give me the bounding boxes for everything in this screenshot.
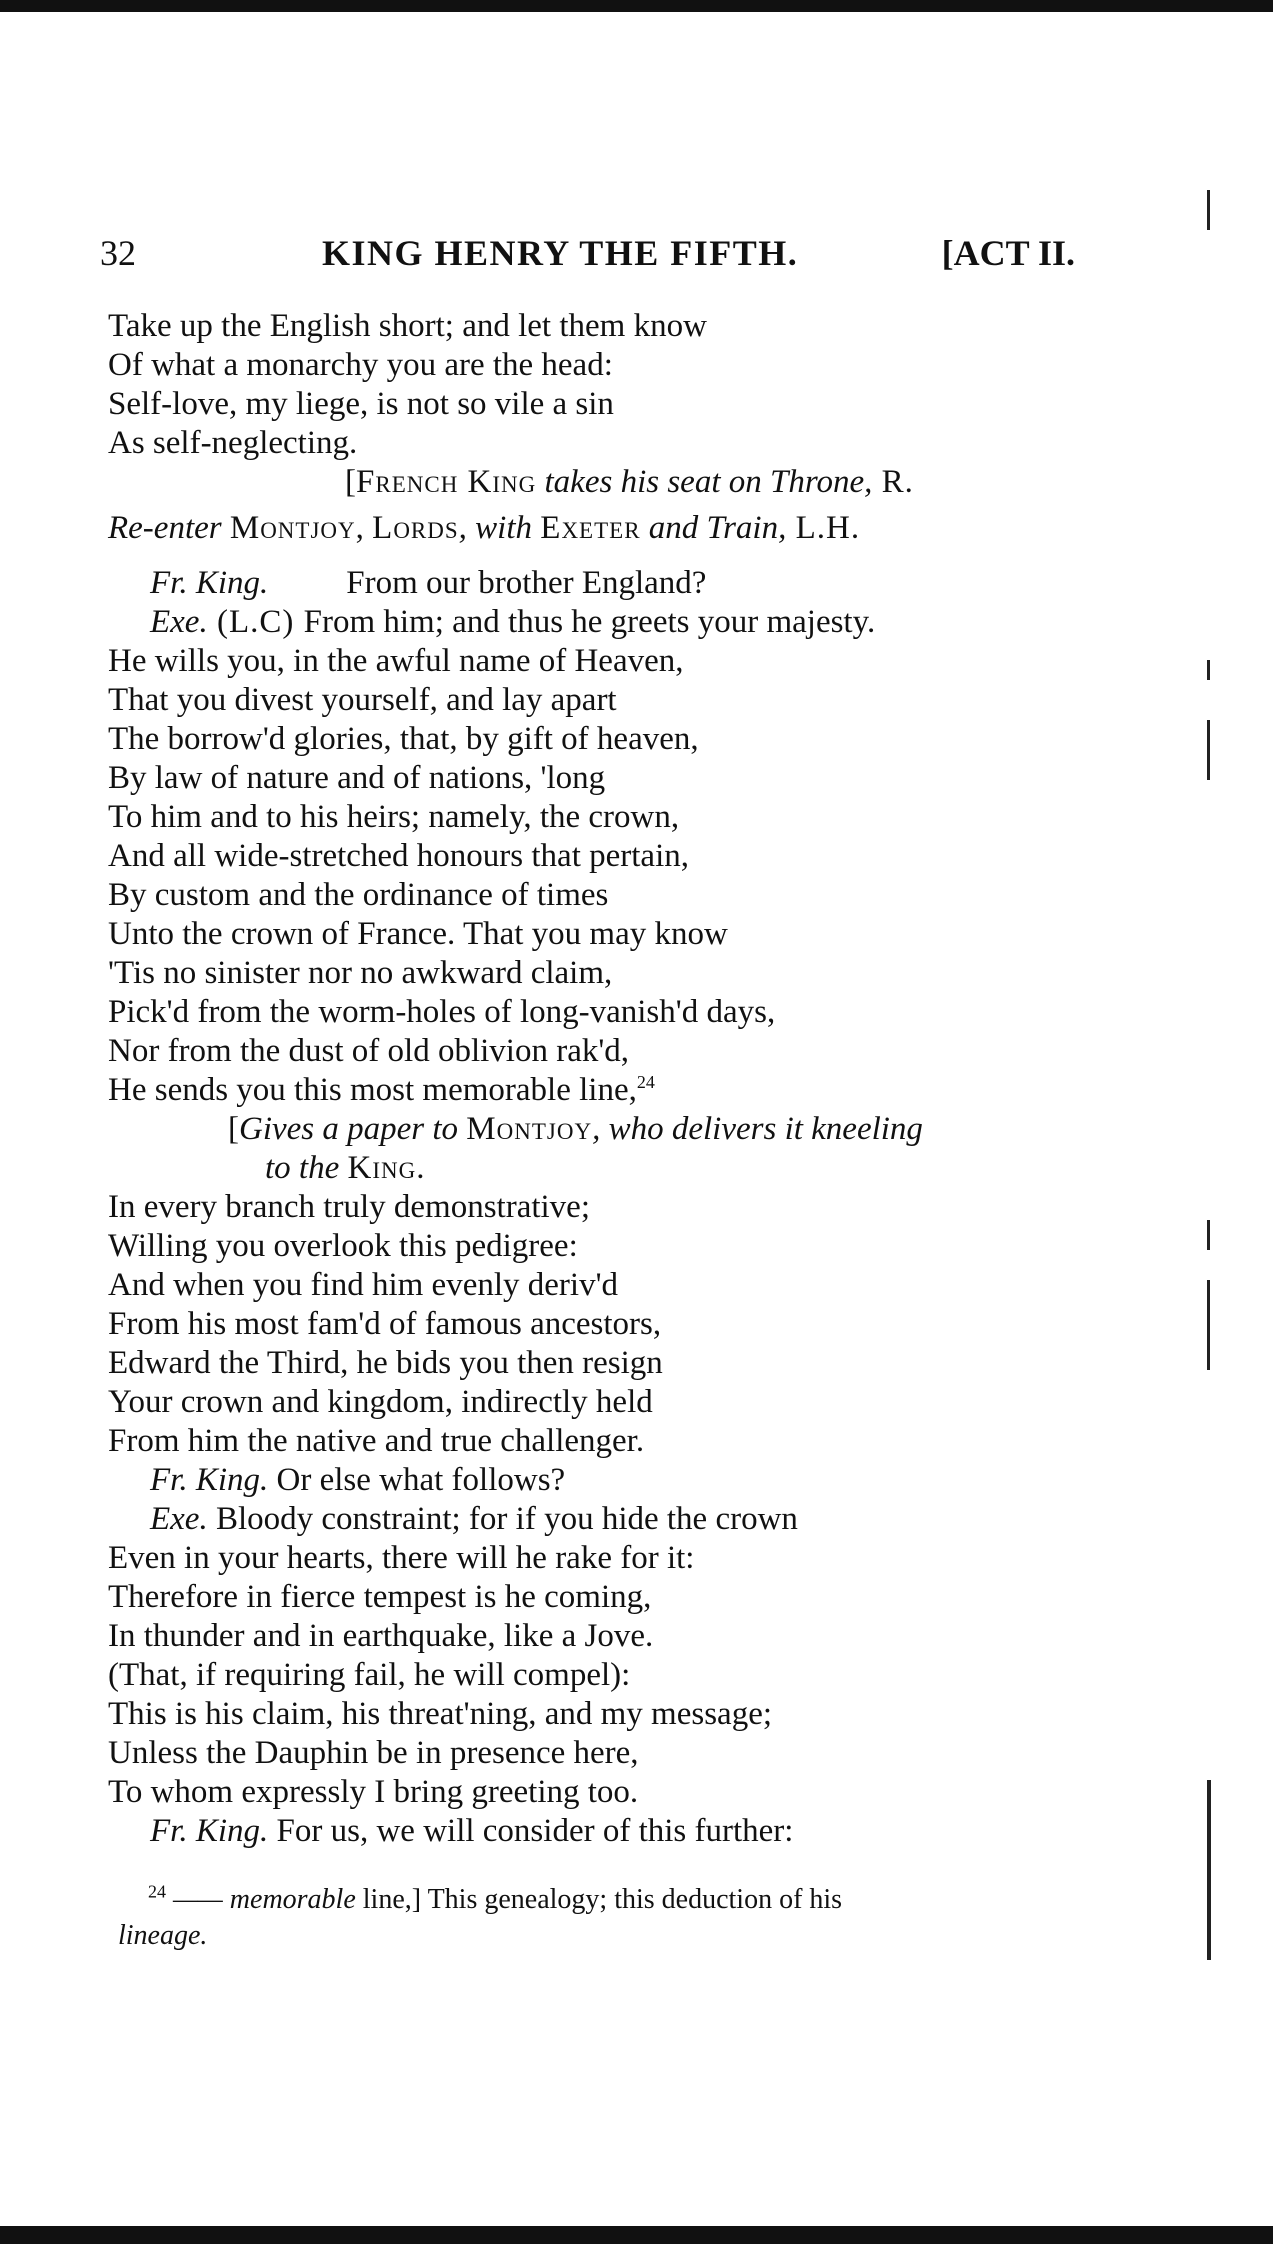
stage-direction [345, 462, 914, 502]
speaker-name: Exe. [150, 604, 208, 640]
position-text: L.H. [786, 510, 861, 546]
speaker-name: Fr. King. [150, 1813, 269, 1849]
speaker-name: Fr. King. [150, 1462, 269, 1498]
stage-direction [108, 508, 860, 548]
speaker-name: Fr. King. [150, 565, 269, 601]
verse-line: Unless the Dauphin be in presence here, [108, 1735, 639, 1771]
direction-text: and Train, [640, 510, 787, 546]
verse-line: Unto the crown of France. That you may know [108, 916, 728, 952]
verse-line: That you divest yourself, and lay apart [108, 682, 617, 718]
position-text: R. [872, 464, 914, 500]
footnote-text: This genealogy; this deduction of his [421, 1884, 843, 1915]
direction-text: Re-enter [108, 510, 230, 546]
footnote-lead: —— memorable [166, 1884, 356, 1915]
verse-line: Of what a monarchy you are the head: [108, 347, 613, 383]
verse-line: Nor from the dust of old oblivion rak'd, [108, 1033, 630, 1069]
character-name: Montjoy [466, 1111, 593, 1147]
verse-line: The borrow'd glories, that, by gift of heaven, [108, 721, 699, 757]
direction-text: , who delivers it kneeling [592, 1111, 923, 1147]
direction-text: takes his seat on Throne, [536, 464, 873, 500]
speech-line [150, 1811, 793, 1851]
speech-text: Bloody constraint; for if you hide the crown [207, 1501, 798, 1537]
page-number: 32 [100, 233, 136, 273]
speech-text: From him; and thus he greets your majesty. [303, 604, 876, 640]
verse-line: Edward the Third, he bids you then resign [108, 1345, 663, 1381]
verse-line: This is his claim, his threat'ning, and my message; [108, 1696, 773, 1732]
verse-line: Even in your hearts, there will he rake for it: [108, 1540, 695, 1576]
running-header [100, 232, 1075, 282]
verse-line: And when you find him evenly deriv'd [108, 1267, 619, 1303]
verse-line: Therefore in fierce tempest is he coming, [108, 1579, 652, 1615]
verse-line: And all wide-stretched honours that pertain, [108, 838, 689, 874]
character-name: Montjoy [229, 510, 356, 546]
speech-line [150, 602, 875, 642]
stage-direction [265, 1148, 424, 1188]
verse-line: Willing you overlook this pedigree: [108, 1228, 578, 1264]
speech-text: Or else what follows? [268, 1462, 566, 1498]
bracket: [ [345, 464, 356, 500]
direction-text: Gives a paper to [239, 1111, 467, 1147]
verse-line: From him the native and true challenger. [108, 1423, 645, 1459]
verse-line: Take up the English short; and let them know [108, 308, 707, 344]
verse-line: In every branch truly demonstrative; [108, 1189, 590, 1225]
verse-line: In thunder and in earthquake, like a Jove. [108, 1618, 654, 1654]
position-text: (L.C) [207, 604, 304, 640]
speech-line [150, 1499, 798, 1539]
footnote-marker: 24 [636, 1072, 655, 1092]
character-name: French King [356, 464, 537, 500]
running-title: KING HENRY THE FIFTH. [322, 233, 799, 273]
verse-line: By custom and the ordinance of times [108, 877, 609, 913]
act-label: [ACT II. [941, 233, 1075, 273]
character-name: Lords [372, 510, 459, 546]
verse-line [108, 1070, 655, 1110]
verse-text: He sends you this most memorable line, [108, 1072, 637, 1108]
character-name: King [347, 1150, 417, 1186]
bracket: [ [228, 1111, 239, 1147]
verse-line: He wills you, in the awful name of Heaven, [108, 643, 684, 679]
footnote-continuation: lineage. [118, 1920, 208, 1951]
speech-line [150, 1460, 565, 1500]
verse-line: From his most fam'd of famous ancestors, [108, 1306, 662, 1342]
speech-text: For us, we will consider of this further: [268, 1813, 794, 1849]
direction-text: , with [458, 510, 541, 546]
verse-line: Your crown and kingdom, indirectly held [108, 1384, 653, 1420]
footnote-number: 24 [148, 1881, 166, 1902]
verse-line: As self-neglecting. [108, 425, 358, 461]
verse-line: To whom expressly I bring greeting too. [108, 1774, 639, 1810]
verse-line: (That, if requiring fail, he will compel): [108, 1657, 631, 1693]
verse-line: By law of nature and of nations, 'long [108, 760, 606, 796]
separator: , [355, 510, 373, 546]
verse-line: 'Tis no sinister nor no awkward claim, [108, 955, 613, 991]
verse-line: Self-love, my liege, is not so vile a sin [108, 386, 614, 422]
speech-text: From our brother England? [346, 565, 707, 601]
punctuation: . [416, 1150, 425, 1186]
verse-line: Pick'd from the worm-holes of long-vanish'd days, [108, 994, 776, 1030]
footnote [148, 1882, 842, 1918]
character-name: Exeter [540, 510, 641, 546]
direction-text: to the [265, 1150, 348, 1186]
verse-line: To him and to his heirs; namely, the crown, [108, 799, 680, 835]
speech-line [150, 563, 706, 603]
speaker-name: Exe. [150, 1501, 208, 1537]
footnote-word: line,] [355, 1884, 422, 1915]
stage-direction [228, 1109, 923, 1149]
